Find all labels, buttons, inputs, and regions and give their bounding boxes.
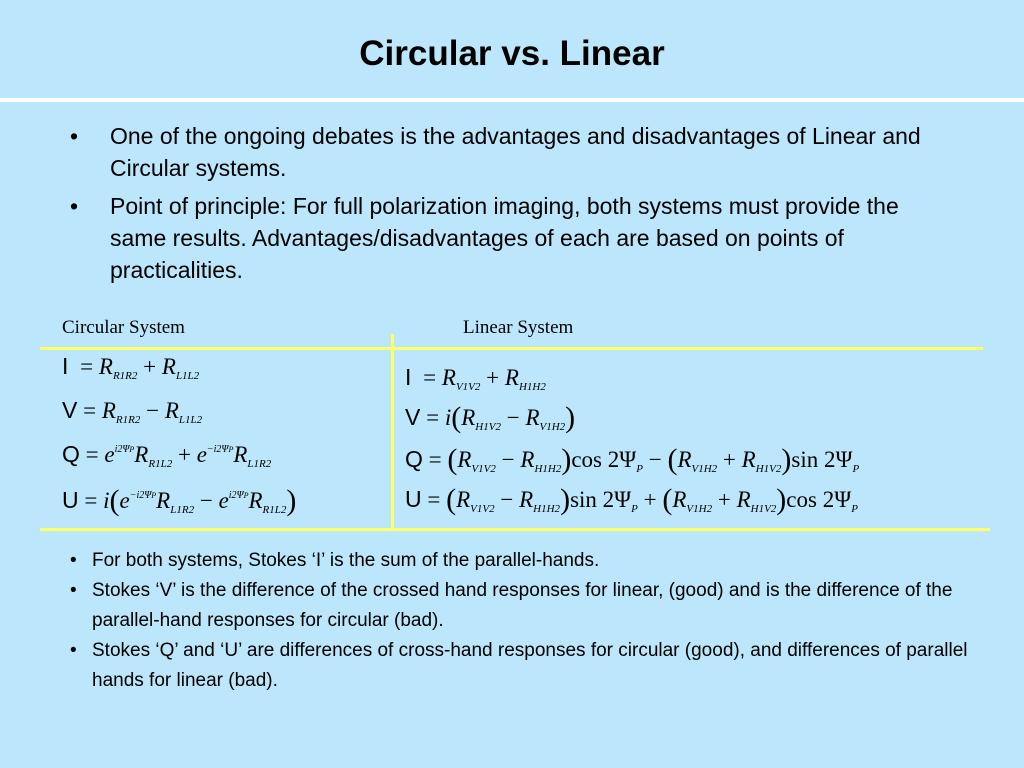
linear-system-header: Linear System	[463, 317, 574, 338]
table-column-divider	[391, 334, 394, 528]
linear-eq-Q: $Q = (R_{V1V2} - R_{H1H2})\cos$ $2\Psi_P - (R_{V1H2} + R_{H1V2})\sin$ $2\Psi_P$	[405, 443, 860, 476]
table-bottom-rule	[40, 528, 990, 531]
title-divider	[0, 98, 1024, 102]
top-bullet-list	[70, 120, 960, 292]
slide-title: Circular vs. Linear	[359, 34, 665, 73]
bullet-dot-icon: •	[70, 193, 79, 219]
bullet-dot-icon: •	[70, 123, 79, 149]
linear-eq-U: $U = (R_{V1V2} - R_{H1H2})\sin$ $2\Psi_P + (R_{V1H2} + R_{H1V2})\cos$ $2\Psi_P$	[405, 483, 858, 516]
bottom-bullet-list	[70, 546, 990, 696]
circular-eq-U: $U = i(e^{-i2\Psi P}R_{L1R2} - e^{i2\Psi P}R_{R1L2})$	[62, 484, 297, 517]
circular-eq-I: $I = R_{R1R2} + R_{L1L2}$	[62, 353, 200, 382]
bullet-item: • One of the ongoing debates is the advantages and disadvantages of Linear and Circular systems.	[70, 120, 960, 184]
circular-eq-V: $V = R_{R1R2} - R_{L1L2}$	[62, 397, 203, 426]
linear-eq-V: $V = i(R_{H1V2} - R_{V1H2})$	[405, 401, 576, 434]
circular-system-header: Circular System	[62, 317, 185, 338]
bullet-item: • Stokes ‘V’ is the difference of the crossed hand responses for linear, (good) and is the difference of the parallel-hand responses for circular (bad).	[70, 576, 990, 636]
table-top-rule	[40, 347, 983, 350]
linear-eq-I: $I = R_{V1V2} + R_{H1H2}$	[405, 364, 546, 393]
bullet-dot-icon: •	[70, 550, 77, 571]
bullet-dot-icon: •	[70, 640, 77, 661]
bullet-item: • Stokes ‘Q’ and ‘U’ are differences of cross-hand responses for circular (good), and differences of parallel hands for linear (bad).	[70, 636, 990, 696]
bullet-item: • For both systems, Stokes ‘I’ is the sum of the parallel-hands.	[70, 546, 990, 576]
bullet-item: • Point of principle: For full polarization imaging, both systems must provide the same results. Advantages/disadvantages of each are based on points of practicalities.	[70, 190, 960, 286]
bullet-dot-icon: •	[70, 580, 77, 601]
circular-eq-Q: $Q = e^{i2\Psi P}R_{R1L2} + e^{-i2\Psi P}R_{L1R2}$	[62, 441, 272, 470]
